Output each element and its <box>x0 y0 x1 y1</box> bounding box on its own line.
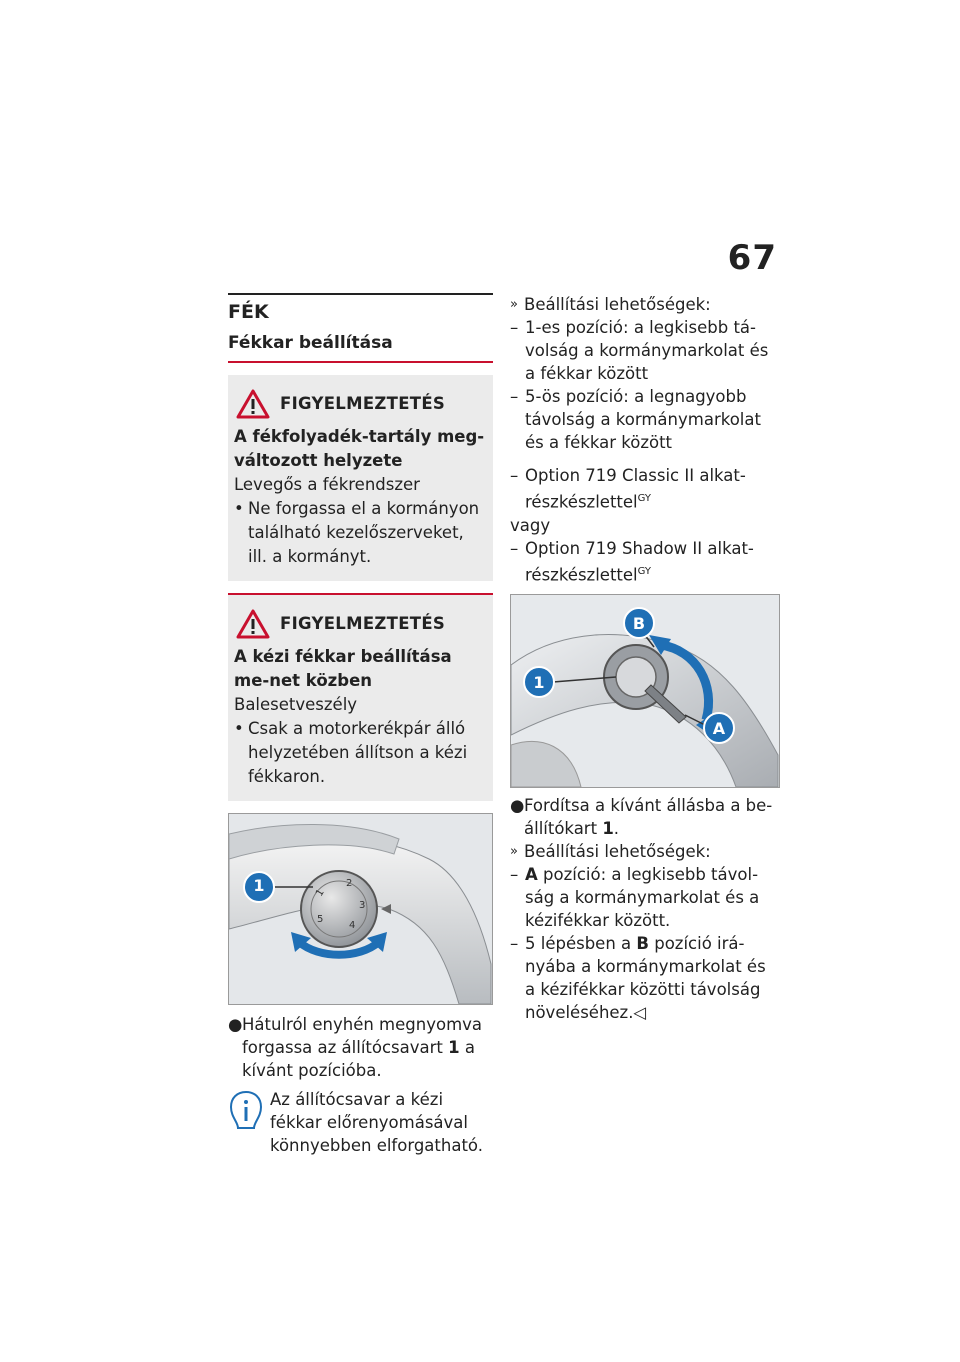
options-label-text: Beállítási lehetőségek: <box>524 295 711 314</box>
svg-text:1: 1 <box>314 887 327 899</box>
or-text: vagy <box>510 515 551 535</box>
position-letter: A <box>525 865 538 884</box>
info-text: Az állítócsavar a kézi fékkar előrenyomásával könnyebben elforgatható. <box>270 1090 483 1155</box>
warning-triangle-icon <box>236 609 270 639</box>
warning-text: Balesetveszély <box>234 695 358 714</box>
options-label: » Beállítási lehetőségek: <box>510 295 711 314</box>
warning-action-text: Ne forgassa el a kormányon található kezelőszerveket, ill. a kormányt. <box>248 499 480 566</box>
warning-action-text: Csak a motorkerékpár álló helyzetében állítson a kézi fékkaron. <box>248 719 468 786</box>
callout-b: B <box>632 614 646 633</box>
left-column <box>228 293 493 1157</box>
option-text: 5 lépésben a <box>525 934 632 953</box>
options-label-text: Beállítási lehetőségek: <box>524 842 711 861</box>
step-text: Hátulról enyhén megnyomva forgassa az állítócsavart <box>242 1015 483 1057</box>
option-text: pozíció: a legkisebb távol-ság a kormánymarkolat és a kézifékkar között. <box>525 865 760 930</box>
warning-heading: A fékfolyadék-tartály meg-változott helyzete <box>234 427 485 470</box>
section-subtitle: Fékkar beállítása <box>228 333 493 363</box>
warning-heading: A kézi fékkar beállítása me-net közben <box>234 647 452 690</box>
step-text: Fordítsa a kívánt állásba a be-állítókart <box>524 796 773 838</box>
warning-text: Levegős a fékrendszer <box>234 475 420 494</box>
step-ref-number: 1 <box>602 819 614 838</box>
option-package: – Option 719 Classic II alkat-részkészlettel$^{GY}$ <box>510 466 746 512</box>
step-text-end: . <box>613 819 620 838</box>
svg-text:5: 5 <box>317 914 324 925</box>
warning-label: FIGYELMEZTETÉS <box>280 394 446 413</box>
position-letter: B <box>636 934 649 953</box>
country-sup: GY <box>637 493 651 504</box>
option-item: – A pozíció: a legkisebb távol-ság a kormánymarkolat és a kézifékkar között. <box>510 865 760 930</box>
warning-box-1 <box>228 375 493 581</box>
country-sup: GY <box>637 565 651 577</box>
info-note <box>228 1088 493 1157</box>
info-icon <box>228 1088 264 1134</box>
section-title: FÉK <box>228 301 269 323</box>
callout-1: 1 <box>253 876 265 895</box>
brake-lever-dial-illustration <box>229 814 492 1004</box>
svg-text:3: 3 <box>359 900 366 911</box>
warning-triangle-icon <box>236 389 270 419</box>
right-column <box>510 293 780 1024</box>
option-text: 1-es pozíció: a legkisebb tá-volság a kormánymarkolat és a fékkar között <box>525 318 769 383</box>
left-step: ● Hátulról enyhén megnyomva forgassa az állítócsavart 1 a kívánt pozícióba. <box>228 1015 483 1080</box>
option-package-text: Option 719 Shadow II alkat-részkészlettel <box>525 538 754 584</box>
warning-action: • Ne forgassa el a kormányon található kezelőszerveket, ill. a kormányt. <box>234 497 487 569</box>
step-text-end: a kívánt pozícióba. <box>242 1038 475 1080</box>
option-item: – 1-es pozíció: a legkisebb tá-volság a kormánymarkolat és a fékkar között <box>510 316 780 385</box>
warning-label: FIGYELMEZTETÉS <box>280 614 446 633</box>
svg-text:2: 2 <box>346 878 353 889</box>
end-mark-icon: ◁ <box>633 1003 647 1022</box>
svg-text:4: 4 <box>349 920 356 931</box>
option-item: – 5 lépésben a B pozíció irá-nyába a kormánymarkolat és a kézifékkar közötti távolság növeléséhez.◁ <box>510 934 766 1022</box>
option-text-end: pozíció irá-nyába a kormánymarkolat és a kézifékkar közötti távolság növeléséhez. <box>525 934 766 1022</box>
page-number: 67 <box>727 238 777 278</box>
warning-action: • Csak a motorkerékpár álló helyzetében állítson a kézi fékkaron. <box>234 717 487 789</box>
options-label: » Beállítási lehetőségek: <box>510 842 711 861</box>
option-text: 5-ös pozíció: a legnagyobb távolság a kormánymarkolat és a fékkar között <box>525 387 761 452</box>
option-package: – Option 719 Shadow II alkat-részkészlettel$^{GY}$ <box>510 538 754 584</box>
right-step: ● Fordítsa a kívánt állásba a be-állítókart 1. <box>510 796 773 838</box>
option-package-text: Option 719 Classic II alkat-részkészlettel <box>525 466 746 512</box>
adjuster-lever-figure <box>510 594 780 788</box>
step-ref-number: 1 <box>448 1038 460 1057</box>
top-rule <box>228 293 493 295</box>
callout-a: A <box>712 719 726 738</box>
brake-lever-dial-figure <box>228 813 493 1005</box>
option-item: – 5-ös pozíció: a legnagyobb távolság a kormánymarkolat és a fékkar között <box>510 385 780 454</box>
callout-1: 1 <box>533 673 545 692</box>
warning-box-2 <box>228 593 493 801</box>
